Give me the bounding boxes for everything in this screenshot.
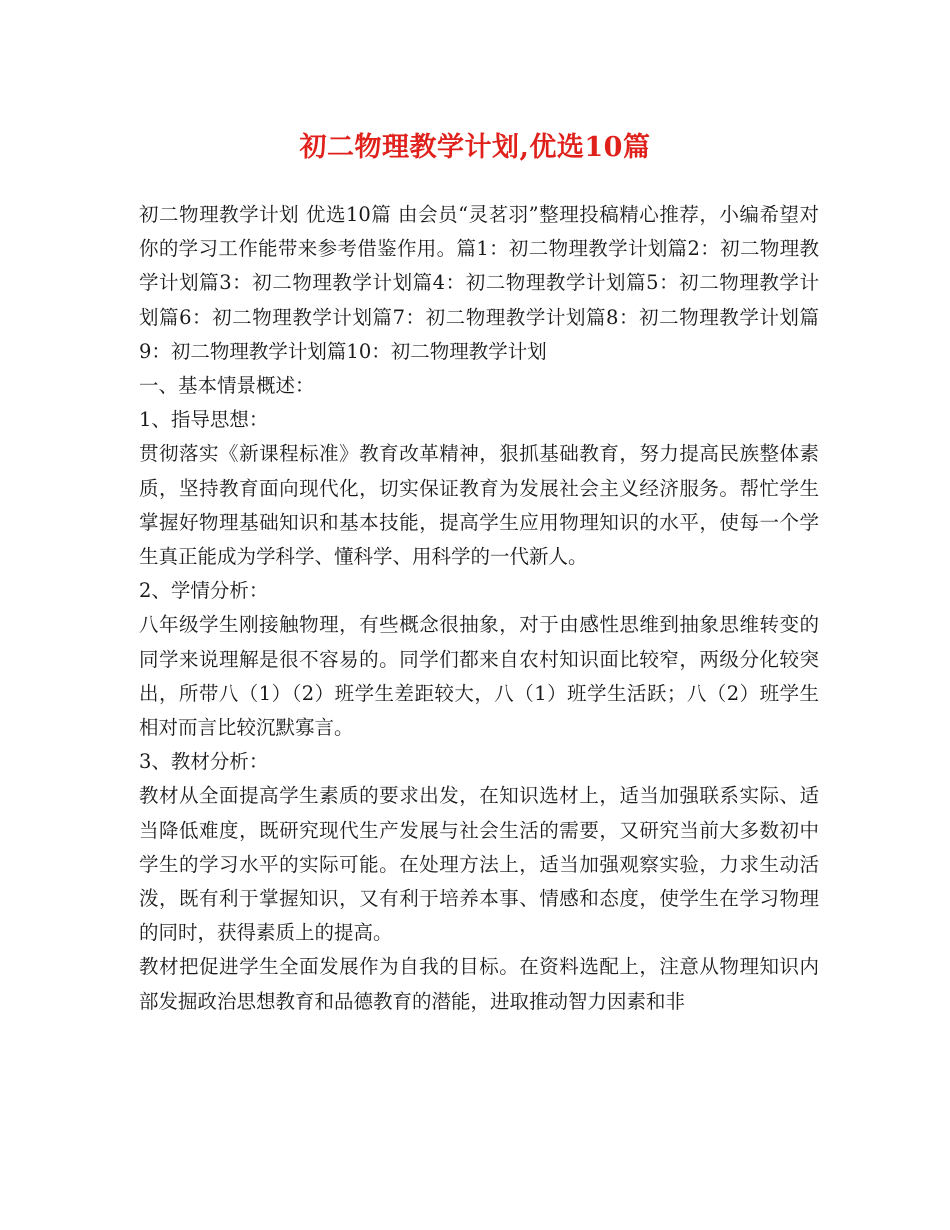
subsection-heading: 1、指导思想： bbox=[139, 408, 269, 432]
body-paragraph: 教材把促进学生全面发展作为自我的目标。在资料选配上，注意从物理知识内部发掘政治思想教育和品德教育的潜能，进取推动智力因素和非 bbox=[139, 955, 819, 1013]
document-title: 初二物理教学计划,优选10篇 bbox=[299, 132, 651, 163]
section-heading: 一、基本情景概述： bbox=[139, 374, 315, 398]
intro-paragraph: 初二物理教学计划 优选10篇 由会员“灵茗羽”整理投稿精心推荐，小编希望对你的学习工作能带来参考借鉴作用。篇1：初二物理教学计划篇2：初二物理教学计划篇3：初二物理教学计划篇4：初二物理教学计划篇5：初二物理教学计划篇6：初二物理教学计划篇7：初二物理教学计划篇8：初二物理教学计划篇9：初二物理教学计划篇10：初二物理教学计划 bbox=[139, 203, 819, 363]
subsection-heading: 2、学情分析： bbox=[139, 579, 269, 603]
body-paragraph: 八年级学生刚接触物理，有些概念很抽象，对于由感性思维到抽象思维转变的同学来说理解是很不容易的。同学们都来自农村知识面比较窄，两级分化较突出，所带八（1）（2）班学生差距较大，八（1）班学生活跃；八（2）班学生相对而言比较沉默寡言。 bbox=[139, 613, 819, 740]
subsection-heading: 3、教材分析： bbox=[139, 750, 269, 774]
body-paragraph: 贯彻落实《新课程标准》教育改革精神，狠抓基础教育，努力提高民族整体素质，坚持教育面向现代化，切实保证教育为发展社会主义经济服务。帮忙学生掌握好物理基础知识和基本技能，提高学生应用物理知识的水平，使每一个学生真正能成为学科学、懂科学、用科学的一代新人。 bbox=[139, 442, 819, 569]
document-body bbox=[139, 198, 819, 1019]
body-paragraph: 教材从全面提高学生素质的要求出发，在知识选材上，适当加强联系实际、适当降低难度，既研究现代生产发展与社会生活的需要，又研究当前大多数初中学生的学习水平的实际可能。在处理方法上，适当加强观察实验，力求生动活泼，既有利于掌握知识，又有利于培养本事、情感和态度，使学生在学习物理的同时，获得素质上的提高。 bbox=[139, 784, 819, 945]
